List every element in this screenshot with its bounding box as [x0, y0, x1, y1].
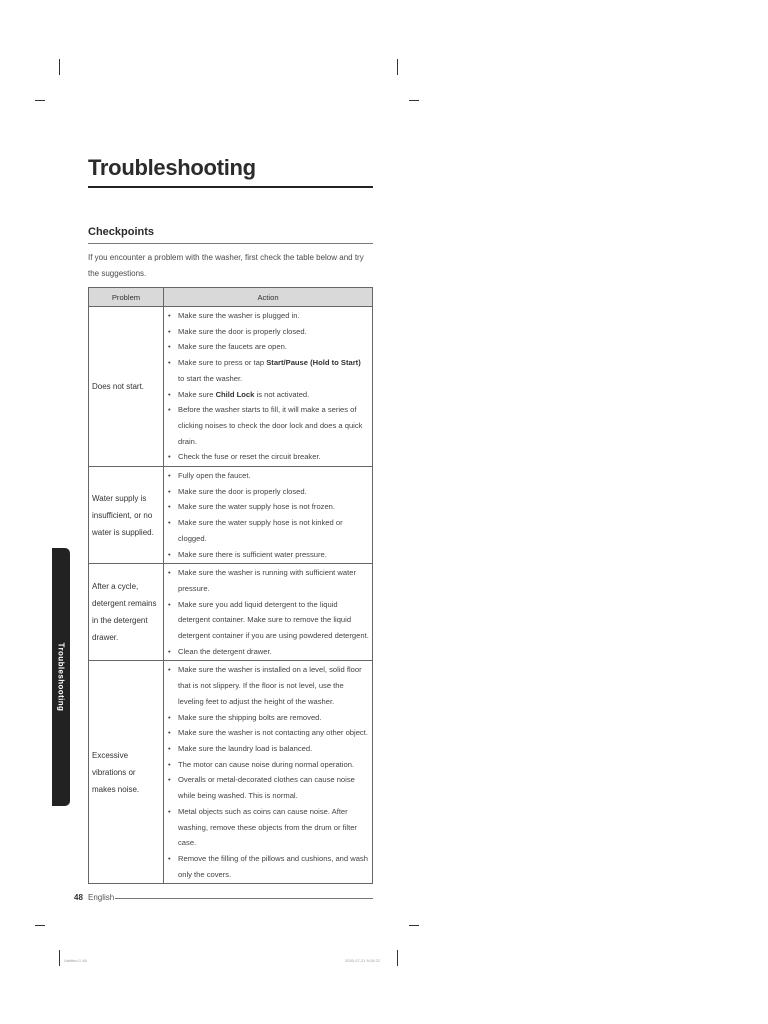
- troubleshooting-table: [88, 287, 373, 884]
- action-text: Fully open the faucet.: [178, 471, 251, 481]
- action-item: [168, 597, 369, 644]
- action-text: Clean the detergent drawer.: [178, 646, 272, 656]
- action-item: [168, 324, 369, 340]
- action-text: Remove the filling of the pillows and cushions, and wash only the covers.: [178, 853, 368, 879]
- action-cell: [164, 307, 373, 467]
- side-tab: [52, 548, 70, 806]
- action-text: Before the washer starts to fill, it will make a series of clicking noises to check the door lock and does a quick drain.: [178, 405, 363, 446]
- crop-mark-top-left: [59, 59, 60, 75]
- print-slug-right: 2020-07-21 9:15:22: [345, 958, 380, 963]
- action-item: [168, 725, 369, 741]
- action-cell: [164, 661, 373, 884]
- action-item: [168, 662, 369, 709]
- section-heading: Checkpoints: [88, 226, 155, 238]
- table-row: [89, 307, 373, 467]
- section-rule: [88, 243, 373, 244]
- action-item: [168, 468, 369, 484]
- action-text: Make sure the laundry load is balanced.: [178, 743, 313, 753]
- table-header-row: [89, 288, 373, 307]
- action-text: Make sure the washer is installed on a level, solid floor that is not slippery. If the floor is not level, use the leveling feet to adjust the height of the washer.: [178, 665, 362, 706]
- action-text: Make sure the faucets are open.: [178, 342, 287, 352]
- action-item: [168, 355, 369, 386]
- title-rule: [88, 186, 373, 188]
- action-item: [168, 565, 369, 596]
- action-text: Make sure there is sufficient water pressure.: [178, 549, 327, 559]
- action-text: Overalls or metal-decorated clothes can cause noise while being washed. This is normal.: [178, 775, 355, 801]
- action-item: [168, 484, 369, 500]
- action-item: [168, 339, 369, 355]
- action-cell: [164, 467, 373, 564]
- action-item: [168, 515, 369, 546]
- action-text: Check the fuse or reset the circuit breaker.: [178, 452, 321, 462]
- action-text: Make sure the washer is plugged in.: [178, 311, 300, 320]
- table-row: [89, 467, 373, 564]
- action-item: [168, 499, 369, 515]
- table-row: [89, 564, 373, 661]
- action-list: [168, 662, 369, 882]
- table-row: [89, 661, 373, 884]
- side-tab-label: Troubleshooting: [56, 642, 66, 712]
- action-item: [168, 710, 369, 726]
- crop-mark-bottom-left: [59, 950, 60, 966]
- action-list: [168, 468, 369, 562]
- action-text: to start the washer.: [178, 373, 243, 383]
- print-slug-left: Untitled-1 48: [64, 958, 87, 963]
- action-emphasis: Start/Pause (Hold to Start): [266, 358, 361, 368]
- action-text: Make sure the washer is not contacting any other object.: [178, 728, 368, 738]
- action-item: [168, 547, 369, 563]
- crop-mark-bottom-right-h: [409, 925, 419, 926]
- action-text: Make sure the washer is running with sufficient water pressure.: [178, 568, 356, 593]
- crop-mark-top-left-h: [35, 100, 45, 101]
- action-item: [168, 449, 369, 465]
- column-header-problem: Problem: [89, 288, 164, 307]
- action-text: Make sure to press or tap: [178, 358, 267, 368]
- action-text: Make sure the shipping bolts are removed.: [178, 712, 322, 722]
- action-item: [168, 387, 369, 403]
- action-item: [168, 772, 369, 803]
- crop-mark-bottom-left-h: [35, 925, 45, 926]
- action-item: [168, 757, 369, 773]
- action-item: [168, 308, 369, 324]
- column-header-action: Action: [164, 288, 373, 307]
- action-emphasis: Child Lock: [215, 389, 255, 399]
- footer-language: English: [88, 893, 115, 902]
- problem-cell: Water supply is insufficient, or no water is supplied.: [89, 467, 164, 564]
- action-text: is not activated.: [254, 389, 310, 399]
- action-list: [168, 565, 369, 659]
- action-text: The motor can cause noise during normal operation.: [178, 759, 355, 769]
- action-item: [168, 741, 369, 757]
- action-text: Make sure the door is properly closed.: [178, 326, 307, 336]
- action-item: [168, 644, 369, 660]
- crop-mark-bottom-right: [397, 950, 398, 966]
- action-item: [168, 402, 369, 449]
- action-item: [168, 851, 369, 882]
- action-text: Make sure you add liquid detergent to the liquid detergent container. Make sure to remove the liquid detergent container if you are using powdered detergent.: [178, 599, 369, 641]
- table-body: [89, 307, 373, 884]
- action-list: [168, 308, 369, 465]
- action-text: Make sure the water supply hose is not kinked or clogged.: [178, 518, 343, 543]
- action-text: Metal objects such as coins can cause noise. After washing, remove these objects from the drum or filter case.: [178, 806, 357, 848]
- intro-text: If you encounter a problem with the washer, first check the table below and try the suggestions.: [88, 253, 364, 278]
- problem-cell: Does not start.: [89, 307, 164, 467]
- action-text: Make sure: [178, 389, 216, 399]
- crop-mark-top-right-h: [409, 100, 419, 101]
- problem-cell: Excessive vibrations or makes noise.: [89, 661, 164, 884]
- action-text: Make sure the water supply hose is not frozen.: [178, 502, 336, 512]
- action-cell: [164, 564, 373, 661]
- crop-mark-top-right: [397, 59, 398, 75]
- footer-rule: [115, 898, 373, 899]
- action-item: [168, 804, 369, 851]
- action-text: Make sure the door is properly closed.: [178, 486, 307, 496]
- page-title: Troubleshooting: [88, 155, 256, 180]
- problem-cell: After a cycle, detergent remains in the detergent drawer.: [89, 564, 164, 661]
- page-number: 48: [74, 893, 83, 902]
